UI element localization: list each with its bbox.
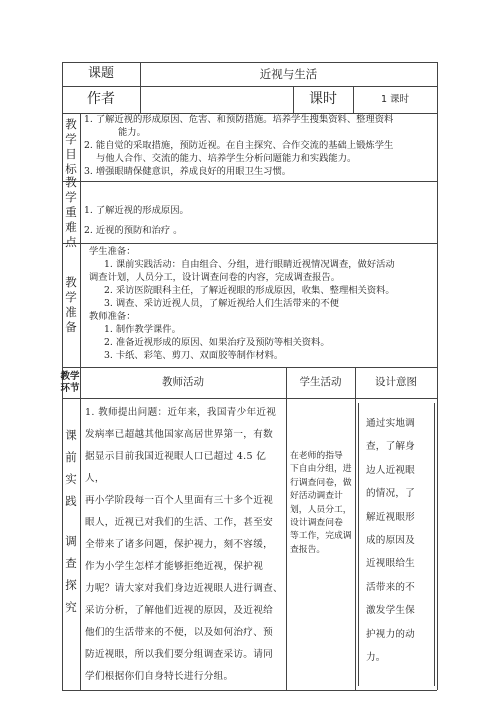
objective-line: 能力。 (118, 127, 146, 138)
topic-label: 课题 (87, 66, 114, 81)
teacher-line: 眼人，近视已对我们的生活、工作，甚至安 (85, 517, 273, 528)
hours-label: 课时 (309, 91, 337, 107)
prep-line: 1. 课前实践活动：自由组合、分组，进行眼睛近视情况调查，做好活动 (104, 259, 395, 270)
objective-line: 1. 了解近视的形成原因、危害、和预防措施。培养学生搜集资料、整理资料 (84, 114, 394, 125)
stage-header-text: 教学环节 (60, 370, 80, 394)
teacher-line: 全带来了诸多问题，保护视力，刻不容缓， (85, 539, 273, 550)
stage-title (62, 398, 80, 690)
objective-line: 与他人合作、交流的能力、培养学生分析问题能力和实践能力。 (96, 153, 357, 164)
intent-line: 解近视眼形 (366, 511, 415, 523)
prep-line: 2. 准备近视形成的原因、如果治疗及预防等相关资料。 (104, 337, 330, 348)
grid-line (62, 398, 437, 399)
teacher-line: 学们根据你们自身特长进行分组。 (85, 671, 234, 682)
key-point-line: 1. 了解近视的形成原因。 (84, 205, 189, 216)
teacher-line: 发病率已超越其他国家高居世界第一，有数 (85, 429, 273, 440)
grid-line (286, 367, 287, 690)
prep-line: 3. 调查、采访近视人员，了解近视给人们生活带来的不便 (104, 298, 339, 309)
student-line: 等工作，完成调 (290, 531, 352, 542)
design-intent-header: 设计意图 (375, 376, 417, 388)
objective-line: 3. 增强眼睛保健意识，养成良好的用眼卫生习惯。 (84, 166, 292, 177)
grid-line (62, 690, 437, 691)
intent-line: 近视眼给生 (366, 558, 415, 570)
author-label: 作者 (87, 91, 115, 107)
intent-line: 边人近视眼 (366, 464, 415, 476)
grid-line (62, 243, 437, 244)
grid-line (434, 403, 435, 686)
student-line: 行调查问卷，做 (290, 477, 352, 488)
teacher-line: 采访分析，了解他们近视的原因，及近视给 (85, 605, 273, 616)
grid-line (62, 181, 437, 182)
teacher-line: 再小学阶段每一百个人里面有三十多个近视 (85, 495, 273, 506)
teacher-line: 据显示目前我国近视眼人口已超过 4.5 亿人， (85, 451, 267, 484)
prep-line: 调查计划，人员分工，设计调查问卷的内容，完成调查报告。 (89, 272, 341, 283)
student-line: 查报告。 (290, 544, 326, 555)
student-line: 好活动调查计 (290, 491, 343, 502)
design-intent (366, 412, 432, 669)
student-line: 下自由分组，进 (290, 464, 352, 475)
grid-line (355, 367, 356, 690)
hours-value: 1 课时 (380, 94, 410, 105)
intent-line: 力。 (366, 652, 386, 664)
intent-line: 通过实地调 (366, 418, 415, 429)
preparation-label-text: 教学准备 (65, 275, 77, 334)
intent-line: 护视力的动 (366, 628, 415, 640)
topic-value: 近视与生活 (259, 67, 318, 81)
student-line: 在老师的指导 (290, 451, 343, 461)
prep-line: 2. 采访医院眼科主任，了解近视眼的形成原因，收集、整理相关资料。 (104, 285, 395, 296)
objectives-label-text: 教学目标 (65, 117, 77, 176)
student-activity-header: 学生活动 (299, 376, 342, 388)
student-activity (290, 450, 354, 557)
teacher-line: 防近视眼，所以我们要分组调查采访。请同 (85, 649, 273, 660)
teacher-line: 他们的生活带来的不便，以及如何治疗、预 (85, 627, 273, 638)
key-points-label (62, 174, 80, 249)
teacher-line: 力呢？请大家对我们身边近视眼人进行调查、 (85, 583, 283, 594)
teacher-activity (85, 402, 283, 688)
objectives-label (62, 113, 80, 181)
prep-line: 1. 制作教学课件。 (104, 324, 181, 335)
intent-line: 活带来的不 (366, 581, 415, 593)
objective-line: 2. 能自觉的采取措施，预防近视。在自主探究、合作交流的基础上锻炼学生 (84, 140, 394, 151)
prep-line: 学生准备： (89, 246, 136, 257)
key-point-line: 2. 近视的预防和治疗 。 (84, 225, 183, 236)
stage-title-part1: 课前实践 (65, 428, 77, 508)
teacher-activity-header: 教师活动 (162, 376, 204, 388)
preparation-label (62, 243, 80, 367)
intent-line: 的情况，了 (366, 488, 415, 500)
prep-line: 教师准备： (89, 311, 136, 322)
intent-line: 查，了解身 (366, 441, 415, 453)
grid-line (437, 62, 438, 690)
student-line: 设计调查问卷 (290, 518, 343, 529)
teacher-line: 1. 教师提出问题：近年来，我国青少年近视 (85, 407, 277, 418)
stage-title-part2: 调查探究 (65, 534, 77, 614)
student-line: 划，人员分工， (290, 504, 352, 515)
intent-line: 激发学生保 (366, 605, 415, 617)
prep-line: 3. 卡纸、彩笔、剪刀、双面胶等制作材料。 (104, 350, 284, 361)
intent-line: 成的原因及 (366, 535, 415, 547)
stage-header (62, 367, 80, 398)
key-points-label-text: 教学重难点 (65, 174, 77, 249)
teacher-line: 作为小学生怎样才能够拒绝近视，保护视 (85, 561, 264, 572)
grid-line (358, 403, 359, 686)
grid-line (80, 113, 81, 690)
